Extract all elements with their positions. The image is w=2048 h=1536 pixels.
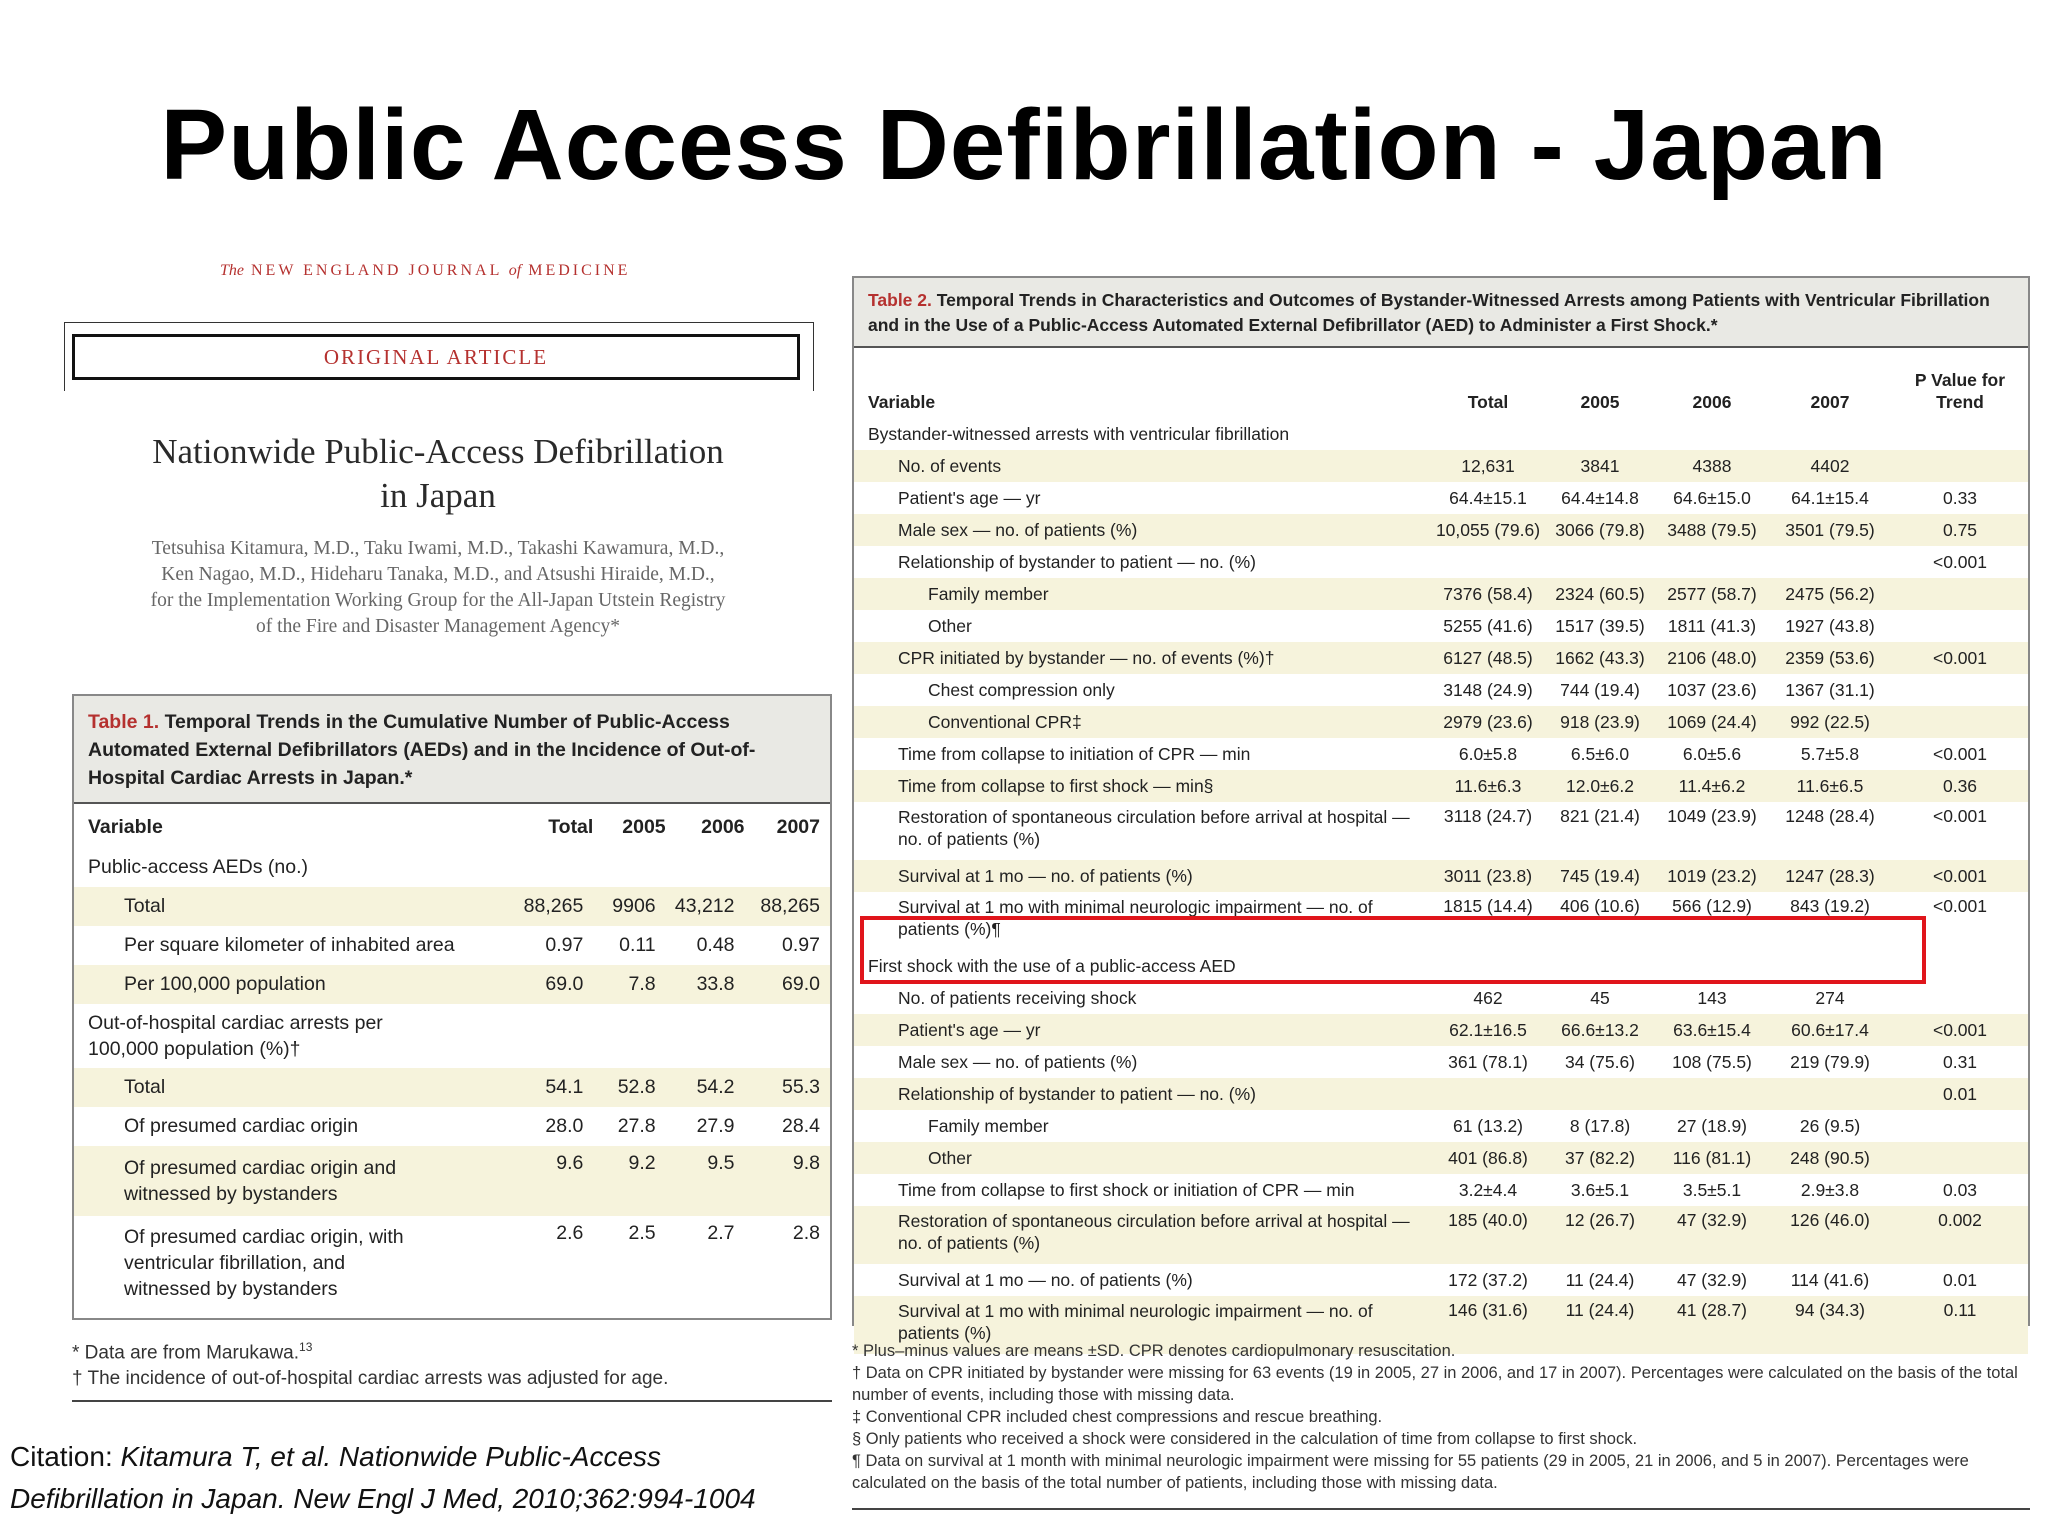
table-row	[74, 848, 830, 887]
row-label: CPR initiated by bystander — no. of events (%)†	[854, 642, 1432, 674]
cell-value: 3.6±5.1	[1570, 1179, 1630, 1200]
cell-value: 3011 (23.8)	[1432, 860, 1544, 892]
table2-col-header: 2005	[1580, 392, 1620, 412]
table1-bottom-rule	[72, 1400, 832, 1402]
cell-value: 41 (28.7)	[1656, 1296, 1768, 1354]
row-label: Public-access AEDs (no.)	[88, 856, 308, 878]
cell-value: 918 (23.9)	[1544, 706, 1656, 738]
row-label: Survival at 1 mo with minimal neurologic impairment — no. of patients (%)¶	[898, 897, 1373, 939]
cell-value: 3118 (24.7)	[1443, 806, 1533, 826]
row-label: Total	[74, 1068, 490, 1107]
cell-value: 3488 (79.5)	[1656, 514, 1768, 546]
cell-value: 54.2	[666, 1068, 745, 1107]
cell-value: 361 (78.1)	[1448, 1051, 1528, 1072]
table-row	[854, 1142, 2028, 1174]
table-row	[74, 887, 830, 926]
row-label: Restoration of spontaneous circulation before arrival at hospital — no. of patients (%)	[854, 1206, 1432, 1264]
cell-value: 10,055 (79.6)	[1432, 514, 1544, 546]
cell-value: 1248 (28.4)	[1785, 806, 1875, 826]
table-row	[74, 1107, 830, 1146]
table2-col-header: P Value for Trend	[1914, 370, 2006, 412]
cell-value: 2979 (23.6)	[1432, 706, 1544, 738]
row-label: Of presumed cardiac origin	[124, 1115, 359, 1137]
table-row	[854, 1110, 2028, 1142]
p-value: <0.001	[1892, 1014, 2028, 1046]
p-value: <0.001	[1932, 896, 1987, 916]
table-row	[74, 1004, 830, 1068]
cell-value: 3841	[1544, 450, 1656, 482]
cell-value: 27.8	[617, 1115, 656, 1137]
table-row	[854, 642, 2028, 674]
cell-value: 34 (75.6)	[1564, 1051, 1636, 1072]
table-row	[854, 578, 2028, 610]
cell-value: 2324 (60.5)	[1544, 578, 1656, 610]
row-label: Of presumed cardiac origin and witnessed by bystanders	[74, 1146, 490, 1216]
cell-value: 7376 (58.4)	[1432, 578, 1544, 610]
cell-value: 172 (37.2)	[1448, 1269, 1528, 1290]
cell-value: 60.6±17.4	[1768, 1014, 1892, 1046]
row-label: Restoration of spontaneous circulation before arrival at hospital — no. of patients (%)	[898, 807, 1410, 849]
cell-value: 28.0	[545, 1115, 584, 1137]
cell-value: 744 (19.4)	[1560, 679, 1640, 700]
cell-value: 54.1	[490, 1068, 593, 1107]
row-label: Time from collapse to initiation of CPR — min	[898, 743, 1251, 764]
cell-value: 2106 (48.0)	[1656, 642, 1768, 674]
p-value: 0.36	[1892, 770, 2028, 802]
p-value: 0.75	[1892, 514, 2028, 546]
table-row	[854, 738, 2028, 770]
table-row	[854, 770, 2028, 802]
table-row	[854, 706, 2028, 738]
cell-value: 7.8	[593, 965, 665, 1004]
p-value	[1892, 578, 2028, 610]
footnote: ¶ Data on survival at 1 month with minimal neurologic impairment were missing for 55 patients (29 in 2005, 21 in 2006, and 5 in 2007). Percentages were calculated on the basis of the total number of patients, including those with missing data.	[852, 1452, 1969, 1492]
row-label: Conventional CPR‡	[854, 706, 1432, 738]
p-value: 0.11	[1892, 1296, 2028, 1354]
row-label: Survival at 1 mo — no. of patients (%)	[898, 1269, 1193, 1290]
p-value	[1892, 1110, 2028, 1142]
p-value: 0.002	[1892, 1206, 2028, 1264]
cell-value: 88,265	[490, 887, 593, 926]
table1-col-header: 2006	[701, 815, 745, 838]
table1-footnotes	[72, 1334, 832, 1392]
cell-value	[1656, 418, 1768, 450]
table-row	[854, 1014, 2028, 1046]
cell-value: 2.5	[628, 1222, 656, 1244]
table2-rule	[854, 346, 2028, 348]
cell-value: 6.0±5.6	[1682, 743, 1742, 764]
row-label: Male sex — no. of patients (%)	[854, 514, 1432, 546]
cell-value: 274	[1815, 987, 1845, 1008]
table2-bottom-rule	[852, 1508, 2030, 1510]
cell-value: 406 (10.6)	[1560, 896, 1640, 916]
cell-value: 1069 (24.4)	[1656, 706, 1768, 738]
table1-col-header: 2007	[776, 815, 820, 838]
highlight-box	[860, 916, 1926, 984]
cell-value: 64.1±15.4	[1791, 487, 1869, 508]
cell-value	[1432, 418, 1544, 450]
cell-value: 47 (32.9)	[1656, 1206, 1768, 1264]
cell-value: 2577 (58.7)	[1656, 578, 1768, 610]
p-value	[1892, 610, 2028, 642]
cell-value	[1432, 546, 1544, 578]
p-value: 0.01	[1892, 1078, 2028, 1110]
cell-value: 9.2	[593, 1146, 665, 1216]
p-value: 0.33	[1942, 487, 1978, 508]
cell-value: 62.1±16.5	[1432, 1014, 1544, 1046]
cell-value	[1432, 1078, 1544, 1110]
table2-footnotes	[852, 1340, 2030, 1494]
row-label: Relationship of bystander to patient — no. (%)	[898, 551, 1256, 572]
table-row	[74, 1216, 830, 1310]
cell-value: 1037 (23.6)	[1667, 679, 1757, 700]
table-row	[854, 860, 2028, 892]
table-row	[854, 1078, 2028, 1110]
cell-value	[1768, 418, 1892, 450]
table1-caption: Table 1. Temporal Trends in the Cumulative Number of Public-Access Automated External Defibrillators (AEDs) and in the Incidence of Out-of-Hospital Cardiac Arrests in Japan.*	[88, 711, 756, 789]
table-row	[854, 418, 2028, 450]
cell-value: 185 (40.0)	[1432, 1206, 1544, 1264]
table-row	[854, 802, 2028, 860]
cell-value: 462	[1473, 987, 1503, 1008]
row-label: Patient's age — yr	[854, 1014, 1432, 1046]
table2-col-header: 2007	[1810, 392, 1850, 412]
row-label: Chest compression only	[928, 679, 1115, 700]
cell-value: 12,631	[1432, 450, 1544, 482]
cell-value: 1019 (23.2)	[1656, 860, 1768, 892]
cell-value: 6.5±6.0	[1570, 743, 1630, 764]
cell-value: 108 (75.5)	[1672, 1051, 1752, 1072]
row-label: No. of patients receiving shock	[898, 987, 1137, 1008]
cell-value: 9.5	[666, 1146, 745, 1216]
table-row	[854, 982, 2028, 1014]
p-value	[1892, 1142, 2028, 1174]
cell-value: 64.4±15.1	[1449, 487, 1527, 508]
cell-value: 9906	[593, 887, 665, 926]
row-label: Family member	[854, 578, 1432, 610]
table1-col-header: 2005	[622, 815, 666, 838]
table2-col-header: Total	[1467, 392, 1509, 412]
cell-value	[1544, 1078, 1656, 1110]
row-label: Total	[74, 887, 490, 926]
footnote: † The incidence of out-of-hospital cardiac arrests was adjusted for age.	[72, 1368, 669, 1390]
footnote: * Data are from Marukawa.$^{13}$	[72, 1340, 313, 1364]
cell-value: 114 (41.6)	[1790, 1269, 1870, 1290]
cell-value: 1815 (14.4)	[1443, 896, 1533, 916]
cell-value	[1656, 546, 1768, 578]
cell-value: 0.97	[545, 934, 584, 956]
cell-value: 0.48	[696, 934, 735, 956]
row-label: Male sex — no. of patients (%)	[898, 1051, 1138, 1072]
footnote: * Plus–minus values are means ±SD. CPR denotes cardiopulmonary resuscitation.	[852, 1342, 1456, 1360]
cell-value: 843 (19.2)	[1790, 896, 1870, 916]
table-row	[854, 1264, 2028, 1296]
table-row	[74, 926, 830, 965]
cell-value: 1811 (41.3)	[1667, 615, 1757, 636]
footnote: § Only patients who received a shock were considered in the calculation of time from collapse to first shock.	[852, 1430, 1638, 1448]
journal-masthead: The NEW ENGLAND JOURNAL of MEDICINE	[220, 262, 631, 279]
cell-value: 33.8	[666, 965, 745, 1004]
cell-value: 2475 (56.2)	[1768, 578, 1892, 610]
cell-value: 11.6±6.5	[1768, 770, 1892, 802]
p-value: <0.001	[1932, 743, 1987, 764]
row-label: Patient's age — yr	[898, 487, 1041, 508]
cell-value: 37 (82.2)	[1544, 1142, 1656, 1174]
row-label: Time from collapse to first shock or initiation of CPR — min	[898, 1179, 1355, 1200]
p-value: 0.31	[1942, 1051, 1978, 1072]
p-value: <0.001	[1892, 860, 2028, 892]
cell-value: 11 (24.4)	[1565, 1269, 1635, 1290]
cell-value: 27.9	[696, 1115, 735, 1137]
cell-value: 55.3	[745, 1068, 830, 1107]
cell-value: 219 (79.9)	[1790, 1051, 1870, 1072]
cell-value: 88,265	[745, 887, 830, 926]
cell-value: 9.6	[490, 1146, 593, 1216]
cell-value: 992 (22.5)	[1768, 706, 1892, 738]
cell-value: 26 (9.5)	[1799, 1115, 1861, 1136]
cell-value: 126 (46.0)	[1768, 1206, 1892, 1264]
cell-value: 45	[1590, 987, 1610, 1008]
cell-value: 6.0±5.8	[1458, 743, 1518, 764]
cell-value: 64.6±15.0	[1673, 487, 1751, 508]
p-value	[1892, 418, 2028, 450]
table-row	[854, 1206, 2028, 1264]
cell-value: 5255 (41.6)	[1443, 615, 1533, 636]
cell-value: 69.0	[490, 965, 593, 1004]
cell-value: 2.6	[556, 1222, 584, 1244]
p-value	[1892, 982, 2028, 1014]
citation: Citation: Kitamura T, et al. Nationwide Public-Access Defibrillation in Japan. New Engl J Med, 2010;362:994-1004	[10, 1441, 756, 1514]
row-label: Survival at 1 mo — no. of patients (%)	[854, 860, 1432, 892]
cell-value: 2.9±3.8	[1800, 1179, 1860, 1200]
cell-value: 3.2±4.4	[1458, 1179, 1518, 1200]
cell-value: 43,212	[666, 887, 745, 926]
cell-value: 12 (26.7)	[1544, 1206, 1656, 1264]
cell-value: 8 (17.8)	[1569, 1115, 1631, 1136]
table-row	[74, 1068, 830, 1107]
cell-value: 4388	[1656, 450, 1768, 482]
cell-value	[1544, 418, 1656, 450]
cell-value: 1517 (39.5)	[1555, 615, 1645, 636]
cell-value: 94 (34.3)	[1768, 1296, 1892, 1354]
cell-value: 2.8	[792, 1222, 820, 1244]
table2-header-row	[854, 350, 2028, 418]
p-value: 0.03	[1942, 1179, 1978, 1200]
cell-value	[1544, 546, 1656, 578]
footnote: † Data on CPR initiated by bystander were missing for 63 events (19 in 2005, 27 in 2006, and 17 in 2007). Percentages were calculated on the basis of the total number of events, including those with missing data.	[852, 1364, 2018, 1404]
cell-value: 1662 (43.3)	[1544, 642, 1656, 674]
cell-value: 1247 (28.3)	[1768, 860, 1892, 892]
cell-value: 821 (21.4)	[1560, 806, 1640, 826]
cell-value: 401 (86.8)	[1432, 1142, 1544, 1174]
footnote: ‡ Conventional CPR included chest compressions and rescue breathing.	[852, 1408, 1383, 1426]
cell-value: 3066 (79.8)	[1544, 514, 1656, 546]
cell-value: 2359 (53.6)	[1768, 642, 1892, 674]
cell-value: 3501 (79.5)	[1768, 514, 1892, 546]
cell-value: 5.7±5.8	[1800, 743, 1860, 764]
row-label: Out-of-hospital cardiac arrests per 100,000 population (%)†	[88, 1012, 383, 1060]
p-value: <0.001	[1932, 551, 1987, 572]
cell-value: 1049 (23.9)	[1667, 806, 1757, 826]
table-row	[854, 482, 2028, 514]
cell-value: 1927 (43.8)	[1785, 615, 1875, 636]
slide-title: Public Access Defibrillation - Japan	[160, 89, 1888, 201]
table-row	[854, 1174, 2028, 1206]
p-value: <0.001	[1892, 642, 2028, 674]
section-label: ORIGINAL ARTICLE	[72, 334, 800, 380]
cell-value: 11.6±6.3	[1432, 770, 1544, 802]
cell-value: 47 (32.9)	[1676, 1269, 1748, 1290]
row-label: Per square kilometer of inhabited area	[124, 934, 455, 956]
cell-value: 0.11	[619, 934, 656, 956]
cell-value: 2.7	[707, 1222, 735, 1244]
row-label: Other	[854, 1142, 1432, 1174]
cell-value: 1367 (31.1)	[1785, 679, 1875, 700]
row-label: Of presumed cardiac origin, with ventricular fibrillation, and witnessed by bystanders	[124, 1226, 404, 1300]
row-label: Time from collapse to first shock — min§	[854, 770, 1432, 802]
p-value	[1892, 706, 2028, 738]
cell-value	[1768, 546, 1892, 578]
cell-value: 69.0	[745, 965, 830, 1004]
p-value	[1892, 674, 2028, 706]
row-label: No. of events	[854, 450, 1432, 482]
table-row	[74, 1146, 830, 1216]
row-label: Family member	[928, 1115, 1049, 1136]
cell-value: 11 (24.4)	[1544, 1296, 1656, 1354]
cell-value: 64.4±14.8	[1561, 487, 1639, 508]
cell-value: 116 (81.1)	[1656, 1142, 1768, 1174]
cell-value: 3148 (24.9)	[1443, 679, 1533, 700]
table-row	[854, 450, 2028, 482]
cell-value	[1656, 1078, 1768, 1110]
table-row	[854, 610, 2028, 642]
p-value: <0.001	[1932, 806, 1987, 826]
row-label: Relationship of bystander to patient — no. (%)	[854, 1078, 1432, 1110]
article-authors: Tetsuhisa Kitamura, M.D., Taku Iwami, M.D., Takashi Kawamura, M.D., Ken Nagao, M.D., Hideharu Tanaka, M.D., and Atsushi Hiraide, M.D., for the Implementation Working Group for the All-Japan Utstein Registry of the Fire and Disaster Management Agency*	[150, 538, 726, 637]
cell-value: 4402	[1768, 450, 1892, 482]
row-label: Bystander-witnessed arrests with ventricular fibrillation	[868, 423, 1290, 444]
article-title: Nationwide Public-Access Defibrillation in Japan	[152, 432, 724, 515]
cell-value: 61 (13.2)	[1452, 1115, 1524, 1136]
table-row	[854, 1046, 2028, 1078]
row-label: Per 100,000 population	[74, 965, 490, 1004]
cell-value: 11.4±6.2	[1656, 770, 1768, 802]
table-row	[854, 546, 2028, 578]
table2-col-header: Variable	[868, 392, 936, 412]
cell-value: 27 (18.9)	[1676, 1115, 1748, 1136]
cell-value: 63.6±15.4	[1656, 1014, 1768, 1046]
row-label: Other	[928, 615, 972, 636]
table2-caption: Table 2. Temporal Trends in Characteristics and Outcomes of Bystander-Witnessed Arrests among Patients with Ventricular Fibrillation and in the Use of a Public-Access Automated External Defibrillator (AED) to Administer a First Shock.*	[868, 290, 1990, 335]
table-row	[854, 674, 2028, 706]
cell-value: 146 (31.6)	[1432, 1296, 1544, 1354]
table1-rule	[74, 802, 830, 804]
table1-col-header: Total	[548, 815, 594, 838]
cell-value: 66.6±13.2	[1544, 1014, 1656, 1046]
row-label: Survival at 1 mo with minimal neurologic impairment — no. of patients (%)	[854, 1296, 1432, 1354]
cell-value: 52.8	[593, 1068, 665, 1107]
row-label: First shock with the use of a public-access AED	[868, 955, 1236, 976]
cell-value: 12.0±6.2	[1544, 770, 1656, 802]
cell-value: 9.8	[745, 1146, 830, 1216]
cell-value: 248 (90.5)	[1768, 1142, 1892, 1174]
cell-value	[1768, 1078, 1892, 1110]
cell-value: 143	[1697, 987, 1727, 1008]
cell-value: 3.5±5.1	[1682, 1179, 1742, 1200]
table2-col-header: 2006	[1692, 392, 1732, 412]
cell-value: 6127 (48.5)	[1432, 642, 1544, 674]
table1-col-header: Variable	[88, 815, 163, 838]
cell-value: 28.4	[782, 1115, 820, 1137]
table2	[854, 350, 2028, 1354]
table-row	[854, 514, 2028, 546]
table1	[74, 806, 830, 1310]
cell-value: 0.97	[782, 934, 820, 956]
cell-value: 566 (12.9)	[1672, 896, 1752, 916]
p-value: 0.01	[1942, 1269, 1978, 1290]
cell-value: 745 (19.4)	[1544, 860, 1656, 892]
p-value	[1892, 450, 2028, 482]
table-row	[74, 965, 830, 1004]
table1-header-row	[74, 806, 830, 848]
